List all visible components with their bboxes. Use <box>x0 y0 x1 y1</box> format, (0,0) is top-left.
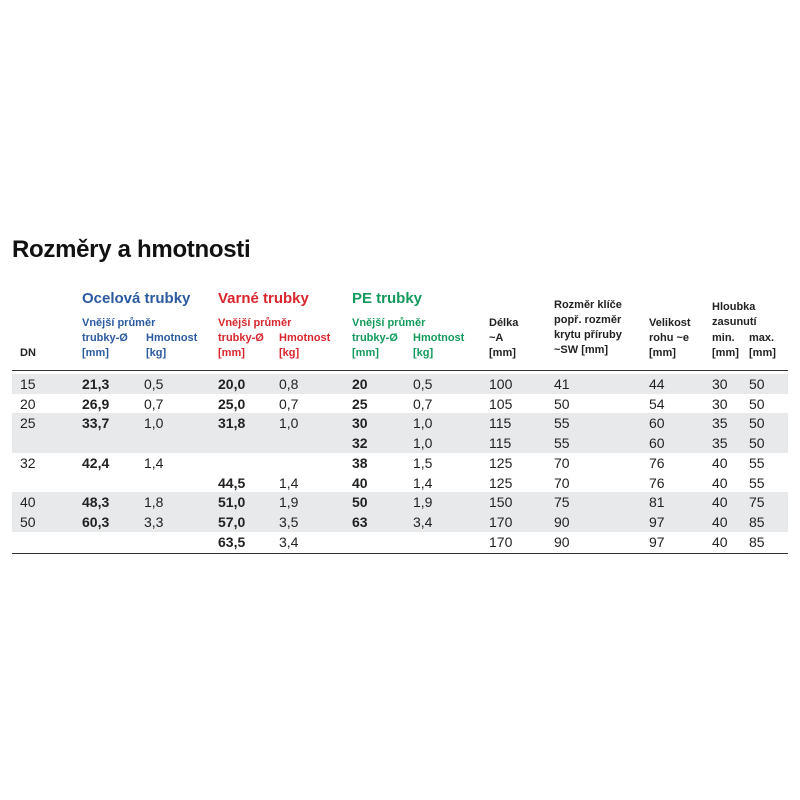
table-cell-a: 105 <box>489 395 513 412</box>
table-cell-pm: 1,9 <box>413 494 433 511</box>
header-depth-max: max. [mm] <box>749 332 776 359</box>
table-cell-dn: 40 <box>20 494 36 511</box>
header-weld-diameter: Vnější průměr trubky-Ø [mm] <box>218 317 292 359</box>
row-stripe <box>12 492 788 512</box>
table-cell-e: 97 <box>649 533 665 550</box>
table-cell-wd: 51,0 <box>218 494 246 511</box>
table-cell-wd: 44,5 <box>218 474 246 491</box>
header-steel-weight: Hmotnost [kg] <box>146 332 198 359</box>
table-cell-a: 125 <box>489 454 513 471</box>
table-top-rule <box>12 370 788 371</box>
table-cell-a: 125 <box>489 474 513 491</box>
table-cell-pd: 40 <box>352 474 368 491</box>
table-cell-pd: 32 <box>352 435 368 452</box>
table-cell-wm: 0,8 <box>279 376 299 392</box>
table-cell-max: 75 <box>749 494 765 511</box>
table-cell-e: 81 <box>649 494 665 511</box>
header-corner-size: Velikost rohu ~e [mm] <box>649 317 691 359</box>
table-cell-min: 35 <box>712 415 728 432</box>
group-welded-pipes: Varné trubky <box>218 290 309 307</box>
table-cell-a: 170 <box>489 533 513 550</box>
table-cell-max: 50 <box>749 376 765 392</box>
group-steel-pipes: Ocelová trubky <box>82 290 191 307</box>
table-cell-sm: 0,7 <box>144 395 164 412</box>
table-cell-wm: 0,7 <box>279 395 299 412</box>
table-cell-sw: 90 <box>554 513 570 530</box>
table-cell-e: 97 <box>649 513 665 530</box>
table-cell-wd: 57,0 <box>218 513 246 530</box>
table-cell-sd: 21,3 <box>82 376 110 392</box>
table-cell-sw: 55 <box>554 415 570 432</box>
table-cell-e: 54 <box>649 395 665 412</box>
table-cell-dn: 50 <box>20 513 36 530</box>
table-cell-sm: 1,4 <box>144 454 164 471</box>
table-cell-sw: 55 <box>554 435 570 452</box>
table-cell-e: 60 <box>649 435 665 452</box>
table-cell-max: 50 <box>749 415 765 432</box>
table-cell-min: 30 <box>712 395 728 412</box>
table-cell-sd: 33,7 <box>82 415 110 432</box>
header-insertion-depth: Hloubka zasunutí <box>712 301 757 328</box>
header-length: Délka ~A [mm] <box>489 317 519 359</box>
row-stripe <box>12 433 788 453</box>
table-cell-pm: 0,5 <box>413 376 433 392</box>
table-cell-min: 40 <box>712 494 728 511</box>
table-cell-e: 60 <box>649 415 665 432</box>
table-cell-max: 50 <box>749 395 765 412</box>
row-stripe <box>12 512 788 532</box>
header-wrench-size: Rozměr klíče popř. rozměr krytu příruby ~SW [mm] <box>554 299 622 356</box>
table-cell-max: 85 <box>749 513 765 530</box>
table-cell-sm: 1,0 <box>144 415 164 432</box>
table-cell-pd: 30 <box>352 415 368 432</box>
table-cell-pd: 25 <box>352 395 368 412</box>
table-cell-pm: 1,5 <box>413 454 433 471</box>
group-pe-pipes: PE trubky <box>352 290 423 307</box>
table-cell-min: 40 <box>712 454 728 471</box>
table-cell-pd: 20 <box>352 376 368 392</box>
table-cell-max: 55 <box>749 454 765 471</box>
table-cell-wd: 25,0 <box>218 395 246 412</box>
table-cell-pm: 1,0 <box>413 435 433 452</box>
table-cell-sm: 1,8 <box>144 494 164 511</box>
table-cell-pd: 50 <box>352 494 368 511</box>
table-cell-dn: 25 <box>20 415 36 432</box>
table-cell-wd: 31,8 <box>218 415 246 432</box>
table-cell-sd: 42,4 <box>82 454 110 471</box>
table-cell-pd: 38 <box>352 454 368 471</box>
table-cell-a: 115 <box>489 415 512 432</box>
row-stripe <box>12 374 788 394</box>
header-pe-weight: Hmotnost [kg] <box>413 332 465 359</box>
table-cell-min: 30 <box>712 376 728 392</box>
table-cell-sd: 26,9 <box>82 395 110 412</box>
table-cell-pm: 3,4 <box>413 513 433 530</box>
table-cell-max: 50 <box>749 435 765 452</box>
table-cell-sw: 41 <box>554 376 570 392</box>
table-cell-min: 40 <box>712 533 728 550</box>
table-cell-a: 100 <box>489 376 513 392</box>
table-cell-pd: 63 <box>352 513 368 530</box>
table-cell-sd: 60,3 <box>82 513 110 530</box>
table-cell-max: 85 <box>749 533 765 550</box>
table-cell-wm: 3,5 <box>279 513 299 530</box>
table-cell-sd: 48,3 <box>82 494 110 511</box>
table-cell-pm: 0,7 <box>413 395 433 412</box>
table-bottom-rule <box>12 553 788 554</box>
table-cell-pm: 1,0 <box>413 415 433 432</box>
table-cell-sm: 3,3 <box>144 513 164 530</box>
header-weld-weight: Hmotnost [kg] <box>279 332 331 359</box>
table-cell-dn: 32 <box>20 454 36 471</box>
table-cell-wm: 1,9 <box>279 494 299 511</box>
header-pe-diameter: Vnější průměr trubky-Ø [mm] <box>352 317 426 359</box>
page-title: Rozměry a hmotnosti <box>12 236 251 263</box>
table-cell-wd: 63,5 <box>218 533 246 550</box>
header-steel-diameter: Vnější průměr trubky-Ø [mm] <box>82 317 156 359</box>
table-cell-e: 76 <box>649 474 665 491</box>
table-cell-sw: 50 <box>554 395 570 412</box>
table-cell-wm: 3,4 <box>279 533 299 550</box>
table-cell-sw: 70 <box>554 454 570 471</box>
table-cell-e: 76 <box>649 454 665 471</box>
table-cell-min: 35 <box>712 435 728 452</box>
table-cell-min: 40 <box>712 513 728 530</box>
table-cell-a: 115 <box>489 435 512 452</box>
row-stripe <box>12 413 788 433</box>
table-cell-e: 44 <box>649 376 665 392</box>
table-cell-a: 150 <box>489 494 513 511</box>
table-cell-wd: 20,0 <box>218 376 246 392</box>
table-cell-sw: 70 <box>554 474 570 491</box>
table-cell-sw: 75 <box>554 494 570 511</box>
table-cell-sw: 90 <box>554 533 570 550</box>
table-cell-min: 40 <box>712 474 728 491</box>
table-cell-wm: 1,0 <box>279 415 299 432</box>
header-depth-min: min. [mm] <box>712 332 739 359</box>
table-cell-max: 55 <box>749 474 765 491</box>
table-cell-wm: 1,4 <box>279 474 299 491</box>
table-cell-dn: 20 <box>20 395 36 412</box>
header-dn: DN <box>20 347 36 359</box>
table-cell-a: 170 <box>489 513 513 530</box>
table-cell-dn: 15 <box>20 376 36 392</box>
table-cell-pm: 1,4 <box>413 474 433 491</box>
table-cell-sm: 0,5 <box>144 376 164 392</box>
